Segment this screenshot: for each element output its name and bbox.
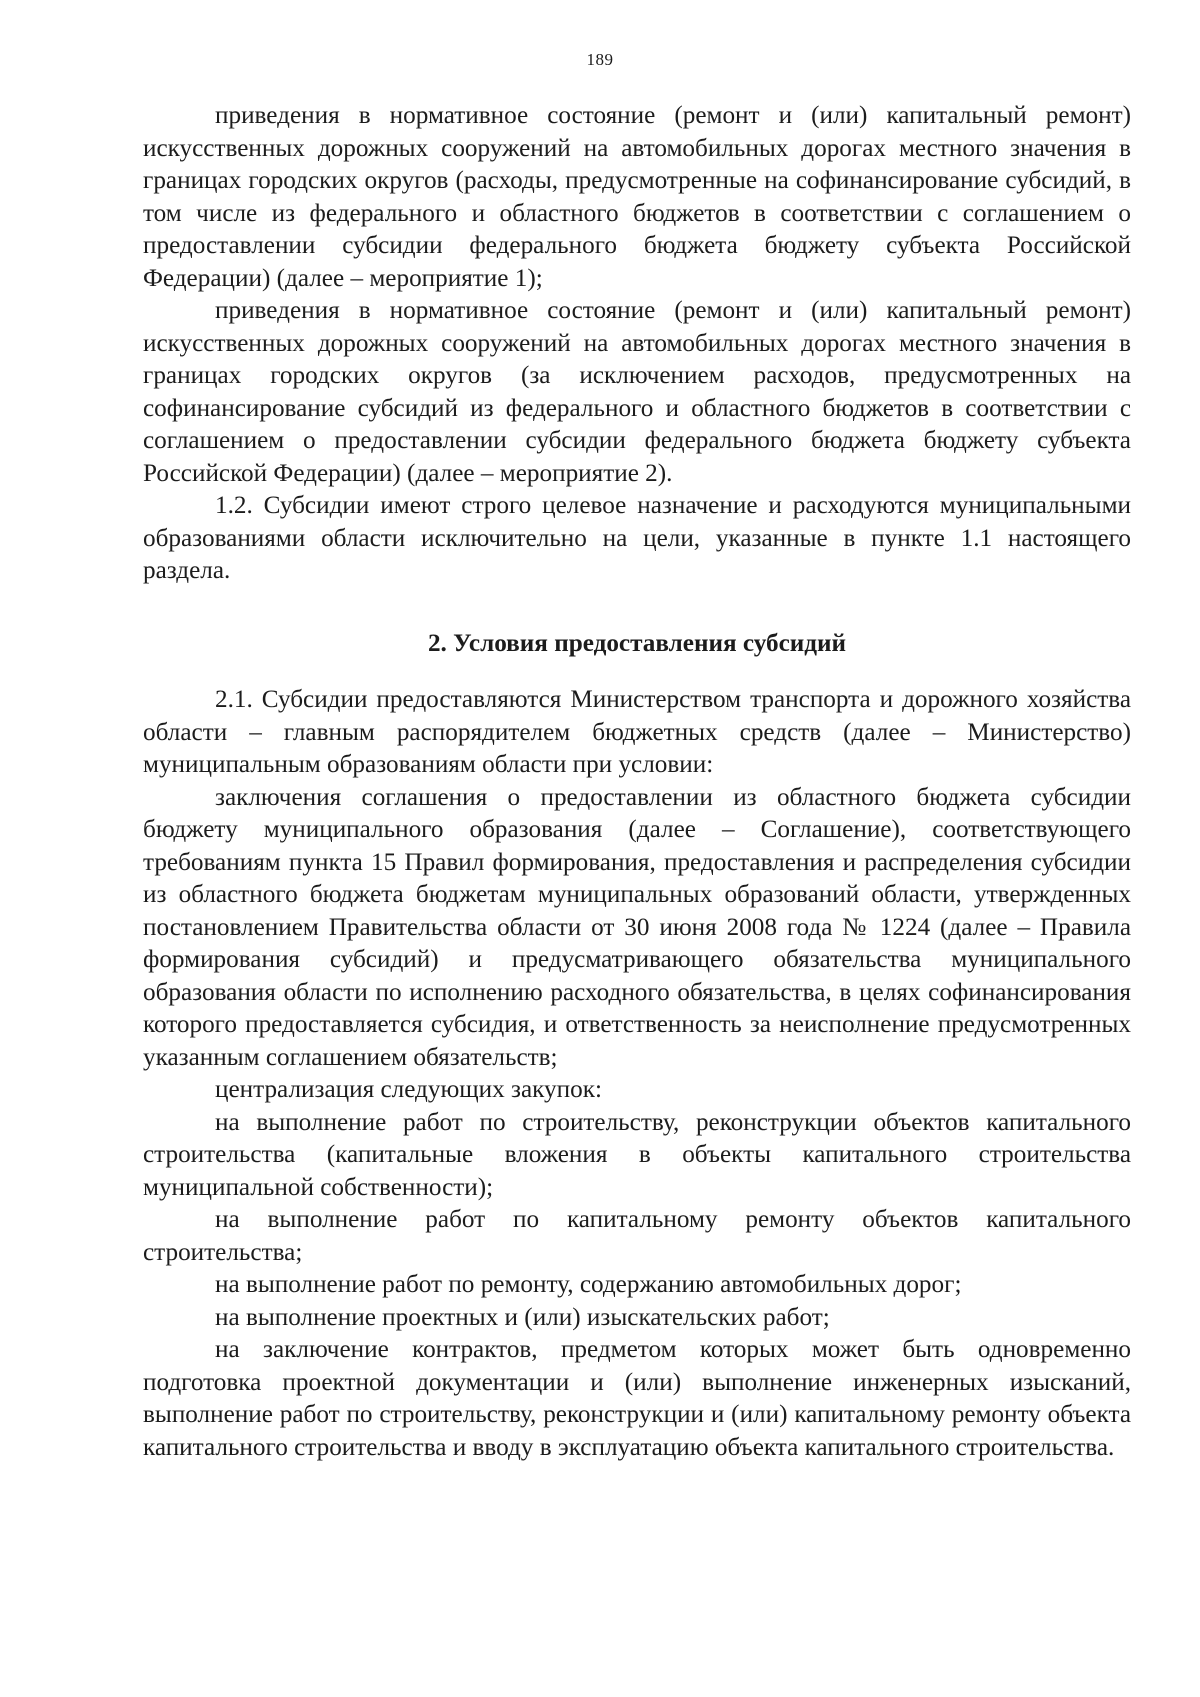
paragraph-procurement-construction: на выполнение работ по строительству, реконструкции объектов капитального строительства (капитальные вложения в объекты капитального строительства муниципальной собственности); bbox=[143, 1108, 1131, 1201]
paragraph-1-2: 1.2. Субсидии имеют строго целевое назначение и расходуются муниципальными образованиями области исключительно на цели, указанные в пункте 1.1 настоящего раздела. bbox=[143, 492, 1131, 584]
paragraph-2-1: 2.1. Субсидии предоставляются Министерством транспорта и дорожного хозяйства области – главным распорядителем бюджетных средств (далее – Министерство) муниципальным образованиям области при условии: bbox=[143, 686, 1131, 778]
paragraph-measure-1: приведения в нормативное состояние (ремонт и (или) капитальный ремонт) искусственных дорожных сооружений на автомобильных дорогах местного значения в границах городских округов (расходы, предусмотренные на софинансирование субсидий, в том числе из федерального и областного бюджетов в соответствии с соглашением о предоставлении субсидии федерального бюджета бюджету субъекта Российской Федерации) (далее – мероприятие 1); bbox=[143, 102, 1131, 292]
paragraph-procurement-road-repair: на выполнение работ по ремонту, содержанию автомобильных дорог; bbox=[215, 1271, 962, 1298]
page-number: 189 bbox=[586, 50, 614, 69]
document-body bbox=[143, 100, 1131, 1464]
paragraph-procurement-design: на выполнение проектных и (или) изыскательских работ; bbox=[215, 1303, 830, 1331]
paragraph-centralization: централизация следующих закупок: bbox=[215, 1076, 602, 1103]
paragraph-procurement-contracts: на заключение контрактов, предметом которых может быть одновременно подготовка проектной документации и (или) выполнение инженерных изысканий, выполнение работ по строительству, реконструкции и (или) капитальному ремонту объекта капитального строительства и вводу в эксплуатацию объекта капитального строительства. bbox=[143, 1336, 1131, 1461]
section-heading: 2. Условия предоставления субсидий bbox=[427, 629, 847, 657]
paragraph-agreement-condition: заключения соглашения о предоставлении из областного бюджета субсидии бюджету муниципального образования (далее – Соглашение), соответствующего требованиям пункта 15 Правил формирования, предоставления и распределения субсидии из областного бюджета бюджетам муниципальных образований области, утвержденных постановлением Правительства области от 30 июня 2008 года № 1224 (далее – Правила формирования субсидий) и предусматривающего обязательства муниципального образования области по исполнению расходного обязательства, в целях софинансирования которого предоставляется субсидия, и ответственность за неисполнение предусмотренных указанным соглашением обязательств; bbox=[143, 783, 1131, 1071]
paragraph-measure-2: приведения в нормативное состояние (ремонт и (или) капитальный ремонт) искусственных дорожных сооружений на автомобильных дорогах местного значения в границах городских округов (за исключением расходов, предусмотренных на софинансирование субсидий из федерального и областного бюджетов в соответствии с соглашением о предоставлении субсидии федерального бюджета бюджету субъекта Российской Федерации) (далее – мероприятие 2). bbox=[143, 297, 1131, 487]
paragraph-procurement-capital-repair: на выполнение работ по капитальному ремонту объектов капитального строительства; bbox=[143, 1206, 1131, 1266]
